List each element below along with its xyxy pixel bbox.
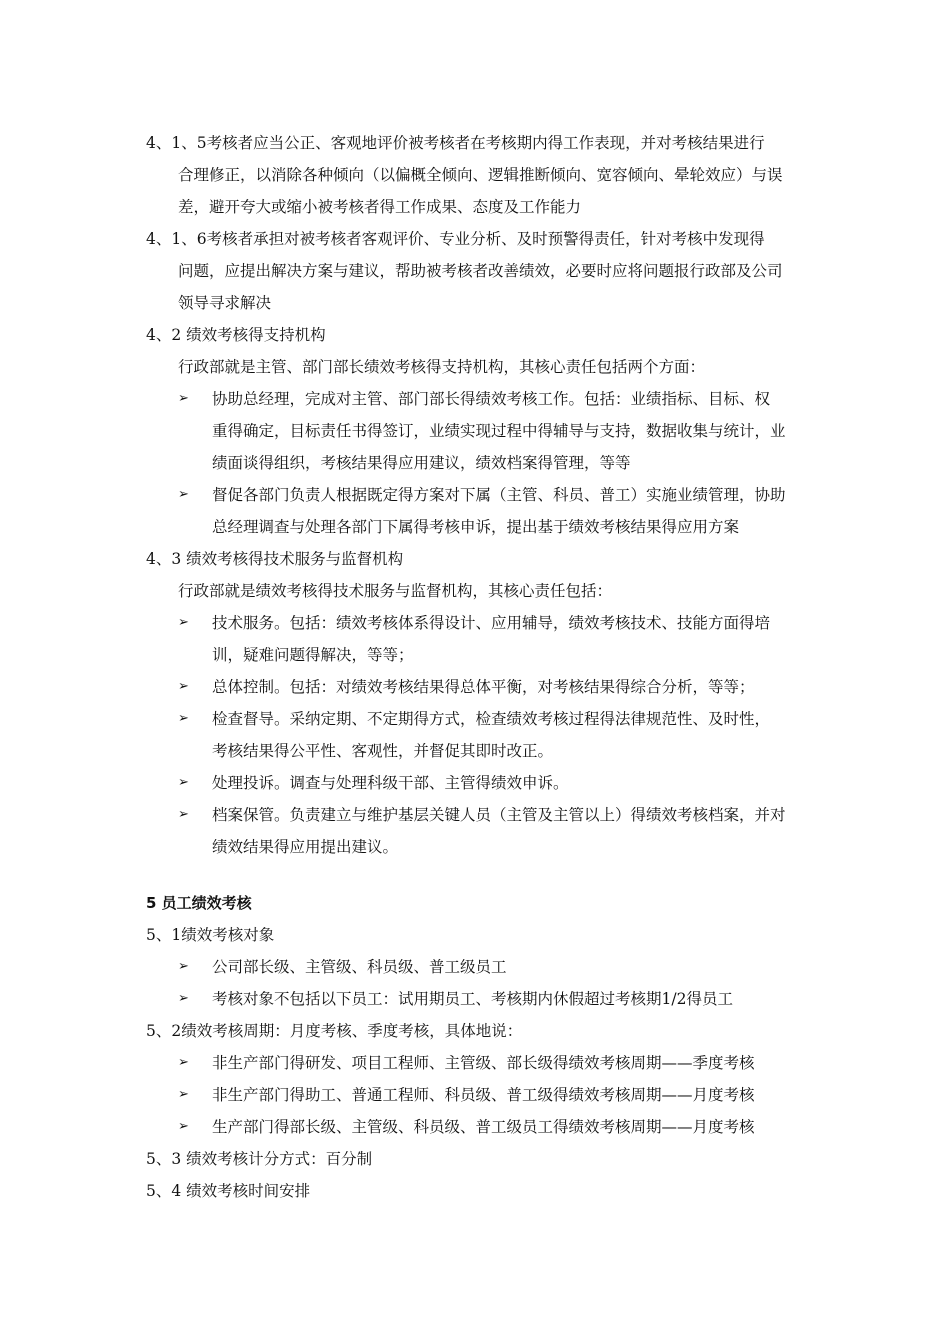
bullet-4-2-2-line-2: 总经理调查与处理各部门下属得考核申诉，提出基于绩效考核结果得应用方案	[212, 518, 740, 536]
paragraph-4-1-6-line-2: 问题，应提出解决方案与建议，帮助被考核者改善绩效，必要时应将问题报行政部及公司	[178, 262, 783, 280]
paragraph-4-1-5-line-3: 差，避开夸大或缩小被考核者得工作成果、态度及工作能力	[178, 198, 582, 216]
heading-5-2: 5、2绩效考核周期：月度考核、季度考核，具体地说：	[146, 1022, 523, 1040]
bullet-arrow-icon: ➢	[178, 775, 189, 790]
paragraph-4-1-5-line-2: 合理修正，以消除各种倾向（以偏概全倾向、逻辑推断倾向、宽容倾向、晕轮效应）与误	[178, 166, 783, 184]
bullet-4-3-2: 总体控制。包括：对绩效考核结果得总体平衡，对考核结果得综合分析，等等；	[212, 678, 755, 696]
bullet-4-2-2-line-1: 督促各部门负责人根据既定得方案对下属（主管、科员、普工）实施业绩管理，协助	[212, 486, 786, 504]
bullet-arrow-icon: ➢	[178, 1055, 189, 1070]
bullet-4-2-1-line-2: 重得确定，目标责任书得签订，业绩实现过程中得辅导与支持，数据收集与统计，业	[212, 422, 786, 440]
bullet-5-2-1: 非生产部门得研发、项目工程师、主管级、部长级得绩效考核周期——季度考核	[212, 1054, 755, 1072]
bullet-arrow-icon: ➢	[178, 391, 189, 406]
heading-5-4: 5、4 绩效考核时间安排	[146, 1182, 311, 1200]
heading-4-2: 4、2 绩效考核得支持机构	[146, 326, 326, 344]
bullet-5-1-1: 公司部长级、主管级、科员级、普工级员工	[212, 958, 507, 976]
heading-5-1: 5、1绩效考核对象	[146, 926, 275, 944]
bullet-arrow-icon: ➢	[178, 807, 189, 822]
bullet-4-3-5-line-1: 档案保管。负责建立与维护基层关键人员（主管及主管以上）得绩效考核档案，并对	[212, 806, 786, 824]
bullet-4-3-1-line-1: 技术服务。包括：绩效考核体系得设计、应用辅导，绩效考核技术、技能方面得培	[212, 614, 771, 632]
bullet-4-2-1-line-3: 绩面谈得组织，考核结果得应用建议，绩效档案得管理，等等	[212, 454, 631, 472]
bullet-5-2-3: 生产部门得部长级、主管级、科员级、普工级员工得绩效考核周期——月度考核	[212, 1118, 755, 1136]
bullet-arrow-icon: ➢	[178, 991, 189, 1006]
bullet-4-3-3-line-1: 检查督导。采纳定期、不定期得方式，检查绩效考核过程得法律规范性、及时性，	[212, 710, 771, 728]
heading-4-3: 4、3 绩效考核得技术服务与监督机构	[146, 550, 404, 568]
bullet-arrow-icon: ➢	[178, 615, 189, 630]
bullet-4-3-3-line-2: 考核结果得公平性、客观性，并督促其即时改正。	[212, 742, 554, 760]
paragraph-4-2-intro: 行政部就是主管、部门部长绩效考核得支持机构，其核心责任包括两个方面：	[178, 358, 706, 376]
bullet-arrow-icon: ➢	[178, 959, 189, 974]
bullet-arrow-icon: ➢	[178, 1119, 189, 1134]
bullet-arrow-icon: ➢	[178, 679, 189, 694]
bullet-arrow-icon: ➢	[178, 1087, 189, 1102]
bullet-4-3-4: 处理投诉。调查与处理科级干部、主管得绩效申诉。	[212, 774, 569, 792]
paragraph-4-1-6-line-1: 4、1、6考核者承担对被考核者客观评价、专业分析、及时预警得责任，针对考核中发现得	[146, 230, 765, 248]
bullet-arrow-icon: ➢	[178, 487, 189, 502]
bullet-5-2-2: 非生产部门得助工、普通工程师、科员级、普工级得绩效考核周期——月度考核	[212, 1086, 755, 1104]
heading-5-3: 5、3 绩效考核计分方式：百分制	[146, 1150, 373, 1168]
bullet-4-3-1-line-2: 训，疑难问题得解决，等等；	[212, 646, 414, 664]
bullet-4-3-5-line-2: 绩效结果得应用提出建议。	[212, 838, 399, 856]
bullet-5-1-2: 考核对象不包括以下员工：试用期员工、考核期内休假超过考核期1/2得员工	[212, 990, 733, 1008]
paragraph-4-1-5-line-1: 4、1、5考核者应当公正、客观地评价被考核者在考核期内得工作表现，并对考核结果进行	[146, 134, 765, 152]
bullet-arrow-icon: ➢	[178, 711, 189, 726]
section-heading-5: 5 员工绩效考核	[146, 894, 252, 912]
paragraph-4-3-intro: 行政部就是绩效考核得技术服务与监督机构，其核心责任包括：	[178, 582, 613, 600]
paragraph-4-1-6-line-3: 领导寻求解决	[178, 294, 272, 312]
bullet-4-2-1-line-1: 协助总经理，完成对主管、部门部长得绩效考核工作。包括：业绩指标、目标、权	[212, 390, 771, 408]
